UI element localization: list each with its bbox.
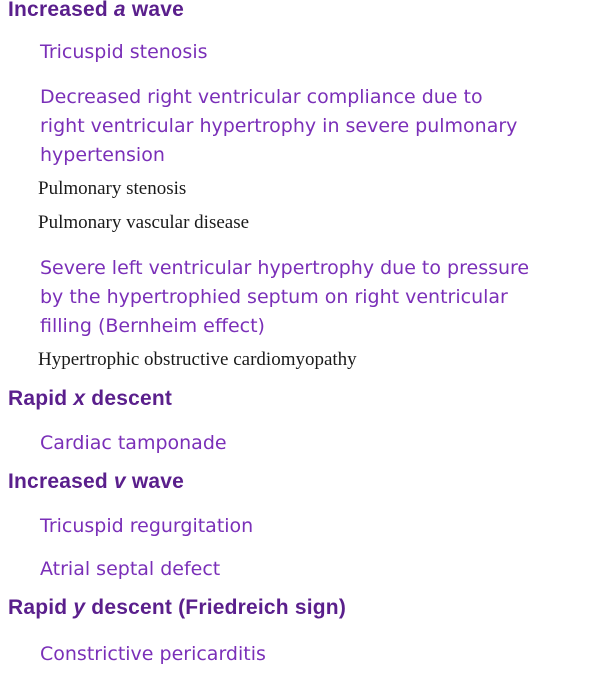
heading-text: wave xyxy=(125,470,185,493)
heading-italic-letter: x xyxy=(73,387,86,410)
list-item: Severe left ventricular hypertrophy due to pressure xyxy=(40,257,530,279)
section-heading-x-descent xyxy=(8,387,172,411)
section-heading-y-descent xyxy=(8,596,346,620)
list-item: Cardiac tamponade xyxy=(40,432,227,454)
heading-italic-letter: a xyxy=(113,0,126,21)
list-item: Pulmonary stenosis xyxy=(38,178,187,199)
list-item: Atrial septal defect xyxy=(40,558,221,580)
list-item: Decreased right ventricular compliance due to xyxy=(40,86,483,108)
list-item: Tricuspid stenosis xyxy=(40,41,208,63)
list-item: right ventricular hypertrophy in severe pulmonary xyxy=(40,115,518,137)
heading-text: Increased xyxy=(8,470,114,493)
list-item: filling (Bernheim effect) xyxy=(40,315,265,337)
heading-text: Rapid xyxy=(8,387,74,410)
section-heading-v-wave xyxy=(8,470,184,494)
heading-text: Increased xyxy=(8,0,114,21)
list-item: Pulmonary vascular disease xyxy=(38,212,250,233)
section-heading-a-wave xyxy=(8,0,184,22)
heading-text: wave xyxy=(125,0,185,21)
heading-text: descent (Friedreich sign) xyxy=(85,596,347,619)
list-item: Tricuspid regurgitation xyxy=(40,515,254,537)
list-item: Hypertrophic obstructive cardiomyopathy xyxy=(38,349,357,370)
list-item: hypertension xyxy=(40,144,165,166)
heading-text: Rapid xyxy=(8,596,74,619)
list-item: by the hypertrophied septum on right ventricular xyxy=(40,286,508,308)
heading-italic-letter: y xyxy=(73,596,86,619)
list-item: Constrictive pericarditis xyxy=(40,643,266,665)
heading-italic-letter: v xyxy=(113,470,126,493)
heading-text: descent xyxy=(85,387,173,410)
